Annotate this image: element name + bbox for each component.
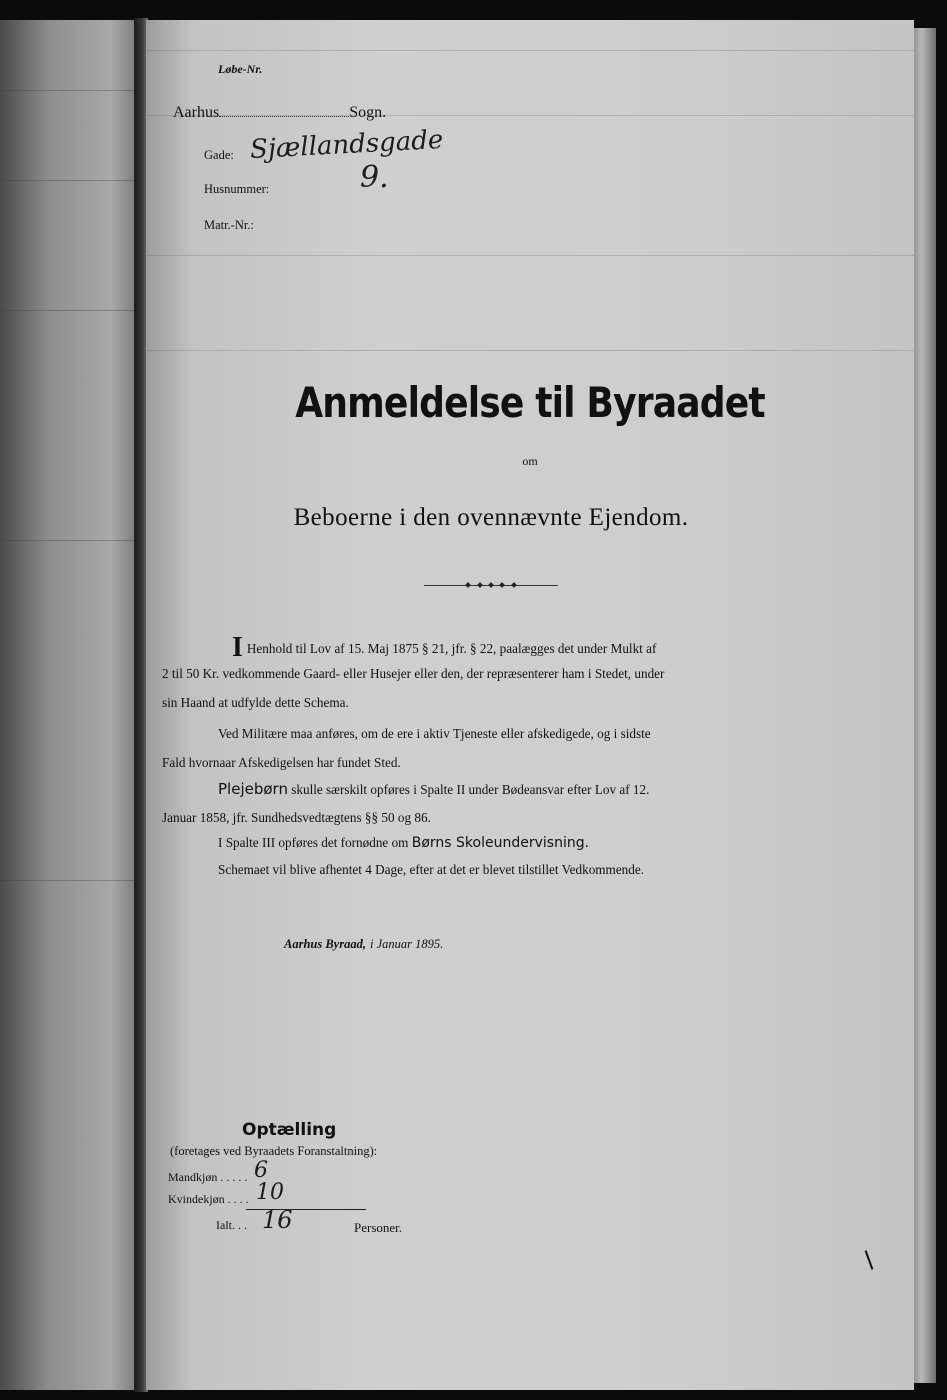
husnummer-handwritten-value: 9. bbox=[360, 160, 389, 195]
ornamental-rule bbox=[424, 585, 558, 587]
paragraph-5: Schemaet vil blive afhentet 4 Dage, efter at det er blevet tilstillet Vedkommende. bbox=[218, 862, 645, 877]
drop-initial: I bbox=[232, 632, 243, 663]
city-line bbox=[173, 104, 386, 122]
paragraph-1-line-3: sin Haand at udfylde dette Schema. bbox=[162, 695, 349, 710]
ornament-diamond bbox=[488, 582, 494, 588]
paragraph-3-line-2: Januar 1858, jfr. Sundhedsvedtægtens §§ 50 og 86. bbox=[162, 810, 431, 825]
city-label: Aarhus bbox=[173, 104, 220, 121]
gade-handwritten-value: Sjællandsgade bbox=[249, 124, 445, 166]
pen-mark bbox=[865, 1250, 874, 1269]
document-page bbox=[146, 20, 914, 1390]
lobe-nr-label: Løbe-Nr. bbox=[218, 62, 263, 76]
paragraph-1-line-1 bbox=[232, 632, 656, 664]
paragraph-text: skulle særskilt opføres i Spalte II under Bødeansvar efter Lov af 12. bbox=[291, 782, 650, 797]
left-facing-page bbox=[0, 20, 138, 1390]
ghost-rule bbox=[0, 540, 138, 541]
ghost-rule bbox=[0, 180, 138, 181]
ialt-label: Ialt. . . bbox=[216, 1218, 247, 1232]
paragraph-2-line-1: Ved Militære maa anføres, om de ere i aktiv Tjeneste eller afskedigede, og i sidste bbox=[218, 726, 651, 741]
paragraph-1-line-2: 2 til 50 Kr. vedkommende Gaard- eller Husejer eller den, der repræsenterer ham i Stedet, under bbox=[162, 666, 665, 681]
mandkjon-label: Mandkjøn . . . . . bbox=[168, 1170, 248, 1184]
paragraph-2-line-2: Fald hvornaar Afskedigelsen har fundet Sted. bbox=[162, 755, 401, 770]
skoleundervisning-emphasis: Børns Skoleundervisning. bbox=[411, 835, 590, 851]
paragraph-3-line-1 bbox=[218, 780, 649, 798]
sogn-label: Sogn. bbox=[349, 104, 387, 121]
plejeborn-emphasis: Plejebørn bbox=[218, 780, 288, 798]
optaelling-title: Optælling bbox=[242, 1120, 337, 1140]
ornament-diamond bbox=[511, 582, 517, 588]
kvindekjon-label: Kvindekjøn . . . . bbox=[168, 1192, 249, 1206]
matr-nr-label: Matr.-Nr.: bbox=[204, 218, 254, 232]
signature-date: i Januar 1895. bbox=[369, 937, 444, 951]
ghost-rule bbox=[0, 90, 138, 91]
signature-line bbox=[284, 935, 443, 953]
paragraph-text: I Spalte III opføres det fornødne om bbox=[218, 835, 409, 850]
ornament-diamond bbox=[477, 582, 483, 588]
bleed-line bbox=[146, 50, 914, 51]
husnummer-label: Husnummer: bbox=[204, 182, 270, 196]
mandkjon-handwritten-value: 6 bbox=[254, 1158, 268, 1183]
bleed-line bbox=[146, 255, 914, 256]
personer-label: Personer. bbox=[354, 1220, 403, 1235]
ornament-diamond bbox=[499, 582, 505, 588]
paragraph-4 bbox=[218, 835, 589, 851]
ornament-diamond bbox=[465, 582, 471, 588]
signature-byraad: Aarhus Byraad, bbox=[284, 937, 366, 951]
gade-label: Gade: bbox=[204, 148, 234, 162]
ghost-rule bbox=[0, 880, 138, 881]
title-connector: om bbox=[522, 454, 538, 468]
paragraph-text: Henhold til Lov af 15. Maj 1875 § 21, jfr. § 22, paalægges det under Mulkt af bbox=[246, 641, 657, 656]
kvindekjon-handwritten-value: 10 bbox=[256, 1180, 284, 1205]
document-subtitle: Beboerne i den ovennævnte Ejendom. bbox=[293, 504, 689, 531]
bleed-line bbox=[146, 350, 914, 351]
sogn-dotted-field bbox=[219, 116, 349, 117]
document-title: Anmeldelse til Byraadet bbox=[295, 378, 765, 427]
ialt-handwritten-value: 16 bbox=[262, 1206, 293, 1234]
page-edge bbox=[912, 28, 936, 1383]
ghost-rule bbox=[0, 310, 138, 311]
optaelling-subtitle: (foretages ved Byraadets Foranstaltning): bbox=[170, 1144, 378, 1158]
